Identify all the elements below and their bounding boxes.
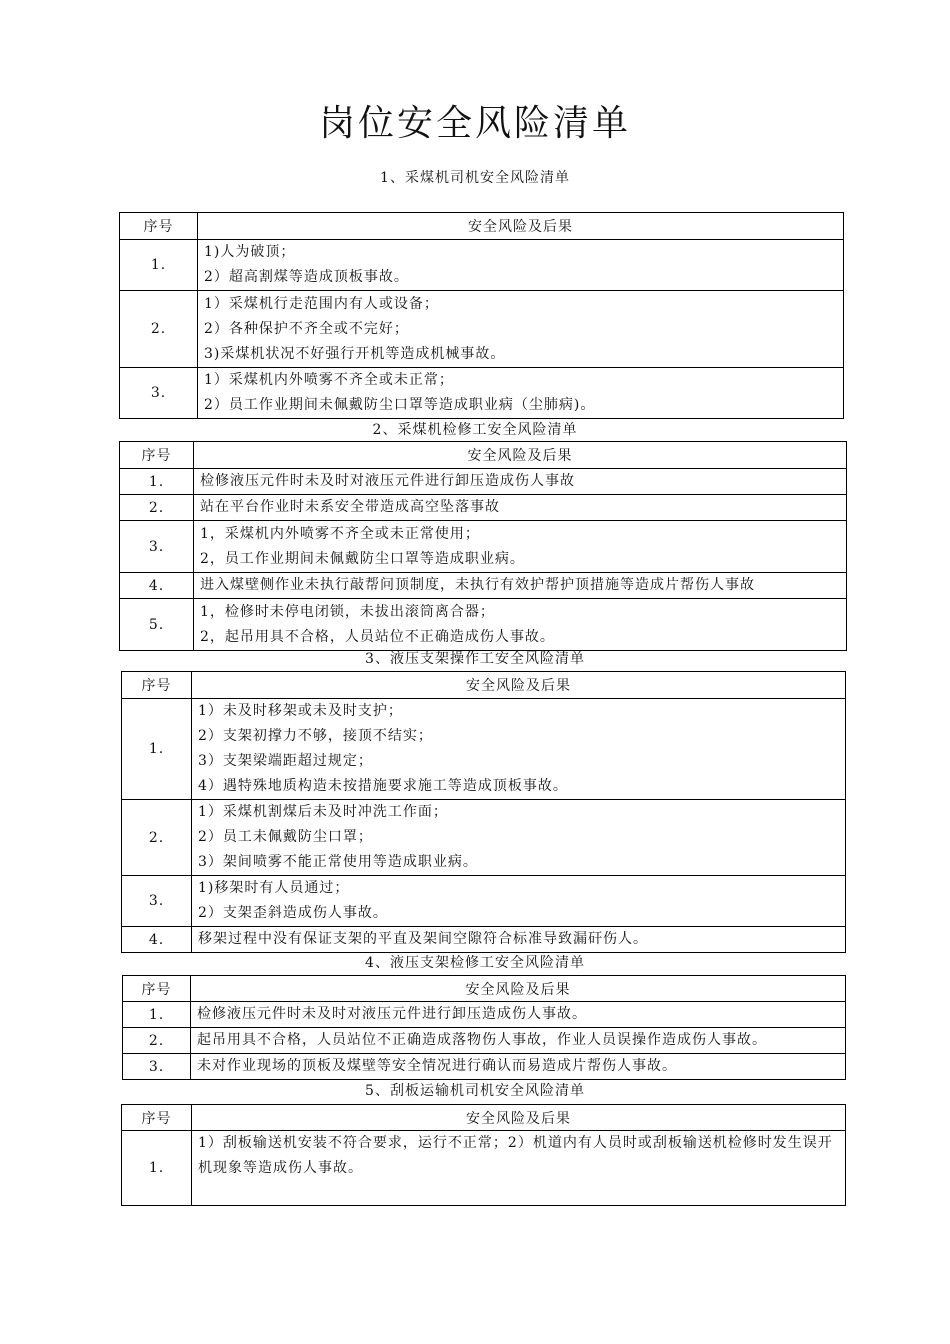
row-num: 1.	[122, 699, 192, 800]
table-row	[120, 573, 847, 599]
row-num: 2.	[122, 800, 192, 876]
table-row	[122, 876, 846, 927]
row-risk	[198, 240, 844, 291]
table-row	[122, 800, 846, 876]
row-risk	[194, 599, 847, 651]
row-num: 2.	[120, 495, 194, 521]
row-risk	[192, 927, 846, 953]
header-risk: 安全风险及后果	[192, 672, 846, 699]
row-risk	[194, 469, 847, 495]
row-risk	[192, 876, 846, 927]
risk-line: 1）采煤机割煤后未及时冲洗工作面；	[198, 804, 448, 820]
section-title-5: 5、刮板运输机司机安全风险清单	[365, 1083, 585, 1099]
risk-line: 1)移架时有人员通过；	[198, 880, 350, 896]
risk-line: 2）员工作业期间未佩戴防尘口罩等造成职业病（尘肺病)。	[204, 397, 596, 413]
risk-line: 2）各种保护不齐全或不完好；	[204, 320, 409, 337]
row-risk	[194, 495, 847, 521]
risk-line: 2）员工未佩戴防尘口罩；	[198, 829, 373, 845]
row-num: 4.	[122, 927, 192, 953]
row-risk	[198, 291, 844, 368]
table-header-row	[122, 672, 846, 699]
table-row	[123, 1028, 846, 1054]
table-header-row	[123, 976, 846, 1002]
row-num: 1.	[120, 240, 198, 291]
header-risk: 安全风险及后果	[192, 1105, 846, 1131]
row-risk	[191, 1028, 846, 1054]
risk-line: 2）支架歪斜造成伤人事故。	[198, 905, 388, 921]
row-risk	[198, 368, 844, 419]
row-risk	[194, 573, 847, 599]
table-row	[120, 240, 844, 291]
risk-line: 检修液压元件时未及时对液压元件进行卸压造成伤人事故	[200, 473, 575, 489]
table-row	[120, 521, 847, 573]
header-num: 序号	[120, 442, 194, 469]
row-num: 4.	[120, 573, 194, 599]
table-header-row	[120, 442, 847, 469]
row-num: 3.	[122, 876, 192, 927]
row-num: 3.	[123, 1054, 191, 1080]
row-num: 1.	[120, 469, 194, 495]
risk-line: 移架过程中没有保证支架的平直及架间空隙符合标准导致漏矸伤人。	[198, 931, 648, 947]
row-num: 2.	[123, 1028, 191, 1054]
section-title-4: 4、液压支架检修工安全风险清单	[365, 955, 585, 971]
table-header-row	[120, 213, 844, 240]
row-risk	[194, 521, 847, 573]
risk-line: 起吊用具不合格，人员站位不正确造成落物伤人事故，作业人员误操作造成伤人事故。	[197, 1032, 767, 1048]
table-row	[120, 368, 844, 419]
row-risk	[192, 699, 846, 800]
risk-table-2	[119, 441, 847, 651]
table-row	[123, 1054, 846, 1080]
risk-table-5	[121, 1104, 846, 1206]
risk-table-3	[121, 671, 846, 953]
table-row	[122, 699, 846, 800]
risk-line: 1）采煤机行走范围内有人或设备；	[204, 295, 439, 312]
row-risk	[191, 1002, 846, 1028]
risk-line: 1）采煤机内外喷雾不齐全或未正常；	[204, 372, 454, 388]
header-num: 序号	[122, 672, 192, 699]
header-risk: 安全风险及后果	[194, 442, 847, 469]
risk-line: 3)采煤机状况不好强行开机等造成机械事故。	[204, 345, 506, 362]
row-num: 1.	[123, 1002, 191, 1028]
row-risk	[192, 1131, 846, 1206]
section-title-3: 3、液压支架操作工安全风险清单	[365, 651, 585, 667]
risk-line: 1）未及时移架或未及时支护；	[198, 703, 403, 719]
risk-line: 4）遇特殊地质构造未按措施要求施工等造成顶板事故。	[198, 778, 568, 794]
row-risk	[191, 1054, 846, 1080]
table-row	[120, 599, 847, 651]
header-num: 序号	[122, 1105, 192, 1131]
header-num: 序号	[123, 976, 191, 1002]
row-num: 2.	[120, 291, 198, 368]
table-row	[120, 495, 847, 521]
table-row	[122, 1131, 846, 1206]
header-risk: 安全风险及后果	[191, 976, 846, 1002]
row-num: 5.	[120, 599, 194, 651]
risk-line: 检修液压元件时未及时对液压元件进行卸压造成伤人事故。	[197, 1006, 587, 1022]
page-title: 岗位安全风险清单	[318, 103, 631, 144]
risk-line: 2，起吊用具不合格，人员站位不正确造成伤人事故。	[200, 628, 555, 645]
risk-table-1	[119, 212, 844, 419]
risk-line: 1，检修时未停电闭锁，未拔出滚筒离合器；	[200, 603, 495, 620]
risk-line: 1，采煤机内外喷雾不齐全或未正常使用；	[200, 525, 480, 542]
risk-line: 1）刮板输送机安装不符合要求，运行不正常；2）机道内有人员时或刮板输送机检修时发生误开机现象等造成伤人事故。	[198, 1135, 833, 1176]
header-num: 序号	[120, 213, 198, 240]
risk-line: 2）超高割煤等造成顶板事故。	[204, 269, 409, 285]
row-risk	[192, 800, 846, 876]
table-row	[122, 927, 846, 953]
section-title-1: 1、采煤机司机安全风险清单	[380, 170, 570, 186]
row-num: 3.	[120, 521, 194, 573]
header-risk: 安全风险及后果	[198, 213, 844, 240]
risk-line: 进入煤壁侧作业未执行敲帮问顶制度，未执行有效护帮护顶措施等造成片帮伤人事故	[200, 577, 755, 593]
table-header-row	[122, 1105, 846, 1131]
risk-table-4	[122, 975, 846, 1080]
risk-line: 3）支架梁端距超过规定；	[198, 753, 373, 769]
risk-line: 1)人为破顶；	[204, 244, 296, 260]
row-num: 1.	[122, 1131, 192, 1206]
table-row	[120, 291, 844, 368]
risk-line: 未对作业现场的顶板及煤壁等安全情况进行确认而易造成片帮伤人事故。	[197, 1058, 677, 1074]
risk-line: 3）架间喷雾不能正常使用等造成职业病。	[198, 854, 478, 870]
section-title-2: 2、采煤机检修工安全风险清单	[372, 422, 578, 438]
risk-line: 2）支架初撑力不够，接顶不结实；	[198, 728, 433, 744]
risk-line: 站在平台作业时未系安全带造成高空坠落事故	[200, 499, 500, 515]
row-num: 3.	[120, 368, 198, 419]
risk-line: 2，员工作业期间未佩戴防尘口罩等造成职业病。	[200, 550, 525, 567]
table-row	[120, 469, 847, 495]
table-row	[123, 1002, 846, 1028]
